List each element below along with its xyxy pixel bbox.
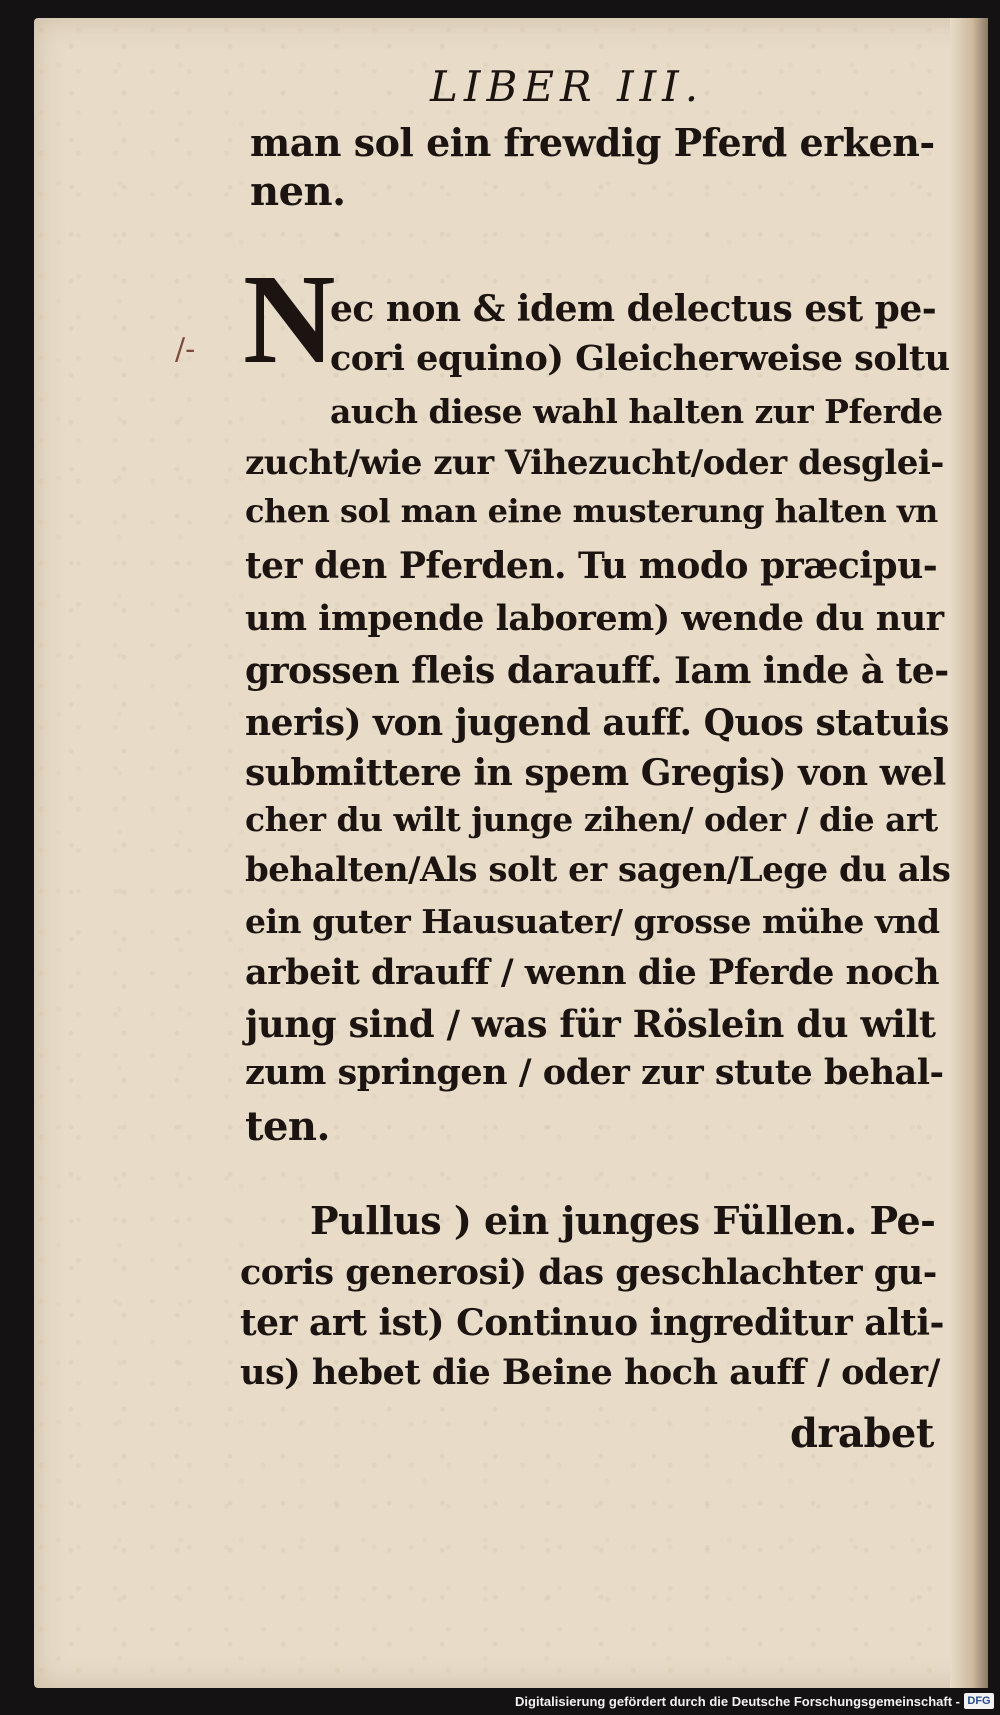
text-line: jung sind / was für Röslein du wilt <box>245 1002 936 1046</box>
text-line: ter art ist) Continuo ingreditur alti- <box>240 1302 944 1344</box>
running-header: LIBER III. <box>430 62 705 111</box>
text-line: grossen fleis darauff. Iam inde à te- <box>245 650 949 692</box>
text-line: auch diese wahl halten zur Pferde <box>330 392 943 431</box>
text-line: neris) von jugend auff. Quos statuis <box>245 702 949 744</box>
text-line: cori equino) Gleicherweise soltu <box>330 338 950 379</box>
text-line: ter den Pferden. Tu modo præcipu- <box>245 545 938 587</box>
text-line: um impende laborem) wende du nur <box>245 598 944 639</box>
text-line: behalten/Als solt er sagen/Lege du als <box>245 850 951 890</box>
margin-mark: /- <box>175 332 196 367</box>
text-line: ten. <box>245 1103 330 1150</box>
text-line: nen. <box>250 168 346 215</box>
text-line: ec non & idem delectus est pe- <box>330 288 937 330</box>
text-line: coris generosi) das geschlachter gu- <box>240 1252 937 1293</box>
text-line: zum springen / oder zur stute behal- <box>245 1052 944 1093</box>
text-line: ein guter Hausuater/ grosse mühe vnd <box>245 902 940 941</box>
page-spine-shadow <box>950 18 988 1688</box>
dfg-logo: DFG <box>964 1693 994 1709</box>
text-line: submittere in spem Gregis) von wel <box>245 752 946 794</box>
drop-capital: N <box>243 248 336 390</box>
text-line: arbeit drauff / wenn die Pferde noch <box>245 952 940 993</box>
text-line: cher du wilt junge zihen/ oder / die art <box>245 800 938 839</box>
digitization-credit: Digitalisierung gefördert durch die Deutsche Forschungsgemeinschaft - <box>515 1694 960 1709</box>
text-line: us) hebet die Beine hoch auff / oder/ <box>240 1352 940 1393</box>
text-line: chen sol man eine musterung halten vn <box>245 492 938 530</box>
text-line: zucht/wie zur Vihezucht/oder desglei- <box>245 443 944 483</box>
text-line: Pullus ) ein junges Füllen. Pe- <box>310 1198 936 1243</box>
text-line: man sol ein frewdig Pferd erken- <box>250 120 935 165</box>
catchword: drabet <box>790 1410 934 1457</box>
